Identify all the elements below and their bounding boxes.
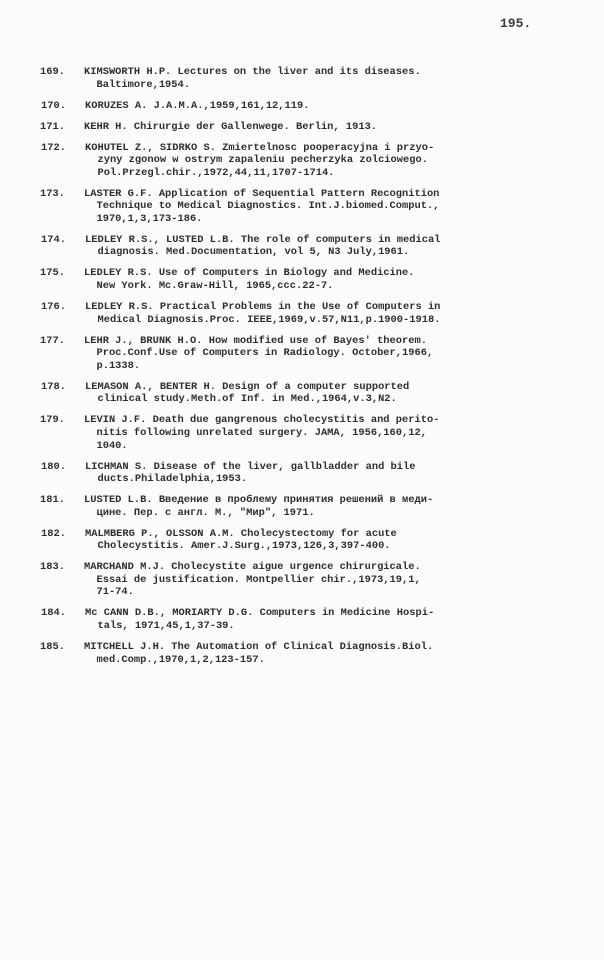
reference-line: 1040. (84, 439, 128, 452)
reference-line: LEDLEY R.S., LUSTED L.B. The role of computers in medical (85, 233, 441, 246)
reference-text (85, 234, 580, 259)
reference-text (85, 461, 580, 486)
reference-line: LEDLEY R.S. Use of Computers in Biology and Medicine. (84, 267, 415, 280)
page-number: 195. (500, 16, 532, 31)
reference-line: LICHMAN S. Disease of the liver, gallbladder and bile (85, 460, 416, 473)
reference-line: 1970,1,3,173-186. (84, 212, 203, 225)
reference-item (40, 607, 580, 632)
reference-item (40, 381, 580, 406)
reference-line: KORUZES A. J.A.M.A.,1959,161,12,119. (85, 99, 310, 112)
reference-number: 169. (40, 66, 65, 78)
reference-number: 180. (41, 460, 66, 473)
reference-number: 178. (41, 380, 66, 393)
reference-item (40, 494, 580, 519)
reference-text (85, 301, 580, 326)
reference-line: p.1338. (84, 359, 141, 372)
reference-text (84, 335, 580, 373)
reference-line: Pol.Przegl.chir.,1972,44,11,1707-1714. (85, 166, 335, 179)
reference-line: KIMSWORTH H.P. Lectures on the liver and its diseases. (84, 66, 421, 78)
reference-line: LUSTED L.B. Введение в проблему принятия решений в меди- (84, 494, 434, 507)
reference-item (40, 121, 580, 134)
reference-number: 183. (40, 561, 65, 574)
reference-item (40, 641, 580, 666)
reference-line: LEDLEY R.S. Practical Problems in the Use of Computers in (85, 301, 441, 314)
reference-item (40, 301, 580, 326)
reference-list (40, 66, 580, 675)
reference-text (84, 188, 580, 226)
reference-number: 177. (40, 334, 65, 347)
reference-item (40, 414, 580, 452)
reference-item (40, 142, 580, 180)
reference-line: LASTER G.F. Application of Sequential Pattern Recognition (84, 187, 440, 200)
reference-line: Baltimore,1954. (84, 78, 191, 91)
reference-number: 176. (41, 301, 66, 314)
reference-line: med.Comp.,1970,1,2,123-157. (84, 653, 265, 666)
reference-number: 171. (40, 120, 65, 133)
reference-line: Cholecystitis. Amer.J.Surg.,1973,126,3,397-400. (85, 540, 391, 553)
reference-line: MARCHAND M.J. Cholecystite aigue urgence chirurgicale. (84, 561, 421, 574)
reference-line: zyny zgonow w ostrym zapaleniu pecherzyka zolciowego. (85, 154, 428, 167)
reference-line: LEMASON A., BENTER H. Design of a computer supported (85, 380, 410, 393)
reference-text (84, 267, 580, 292)
reference-line: Proc.Conf.Use of Computers in Radiology. October,1966, (84, 347, 434, 360)
reference-number: 184. (41, 607, 66, 620)
reference-text (84, 121, 580, 134)
reference-line: KOHUTEL Z., SIDRKO S. Zmiertelnosc pooperacyjna i przyo- (85, 141, 435, 154)
reference-line: Medical Diagnosis.Proc. IEEE,1969,v.57,N11,p.1900-1918. (85, 313, 441, 326)
reference-text (84, 641, 580, 666)
reference-text (85, 100, 580, 113)
reference-text (84, 66, 580, 91)
reference-item (40, 561, 580, 599)
reference-line: ducts.Philadelphia,1953. (85, 473, 248, 486)
reference-number: 172. (41, 141, 66, 154)
reference-line: nitis following unrelated surgery. JAMA, 1956,160,12, (84, 426, 427, 439)
reference-number: 182. (41, 527, 66, 540)
reference-number: 179. (40, 414, 65, 427)
reference-line: 71-74. (84, 586, 134, 599)
reference-line: MITCHELL J.H. The Automation of Clinical Diagnosis.Biol. (84, 641, 434, 654)
reference-number: 174. (41, 233, 66, 246)
reference-number: 175. (40, 267, 65, 280)
reference-line: diagnosis. Med.Documentation, vol 5, N3 July,1961. (85, 246, 410, 259)
reference-item (40, 100, 580, 113)
reference-text (84, 494, 580, 519)
reference-number: 170. (41, 99, 66, 112)
reference-number: 185. (40, 641, 65, 654)
reference-item (40, 335, 580, 373)
reference-number: 173. (40, 187, 65, 200)
reference-number: 181. (40, 494, 65, 507)
reference-line: New York. Mc.Graw-Hill, 1965,ccc.22-7. (84, 280, 334, 293)
reference-item (40, 188, 580, 226)
reference-line: Technique to Medical Diagnostics. Int.J.biomed.Comput., (84, 200, 440, 213)
reference-text (85, 142, 580, 180)
reference-line: KEHR H. Chirurgie der Gallenwege. Berlin, 1913. (84, 120, 378, 133)
reference-line: LEVIN J.F. Death due gangrenous cholecystitis and perito- (84, 414, 440, 427)
reference-item (40, 234, 580, 259)
reference-text (85, 607, 580, 632)
reference-item (40, 461, 580, 486)
reference-text (85, 381, 580, 406)
reference-line: MALMBERG P., OLSSON A.M. Cholecystectomy for acute (85, 527, 397, 540)
reference-item (40, 528, 580, 553)
reference-line: Mc CANN D.B., MORIARTY D.G. Computers in Medicine Hospi- (85, 607, 435, 620)
reference-line: цине. Пер. с англ. М., "Мир", 1971. (84, 506, 315, 519)
reference-text (84, 414, 580, 452)
reference-text (85, 528, 580, 553)
reference-item (40, 267, 580, 292)
reference-line: Essai de justification. Montpellier chir.,1973,19,1, (84, 573, 421, 586)
reference-text (84, 561, 580, 599)
reference-line: LEHR J., BRUNK H.O. How modified use of Bayes' theorem. (84, 334, 427, 347)
reference-item (40, 66, 580, 91)
reference-line: tals, 1971,45,1,37-39. (85, 620, 235, 633)
reference-line: clinical study.Meth.of Inf. in Med.,1964,v.3,N2. (85, 393, 397, 406)
